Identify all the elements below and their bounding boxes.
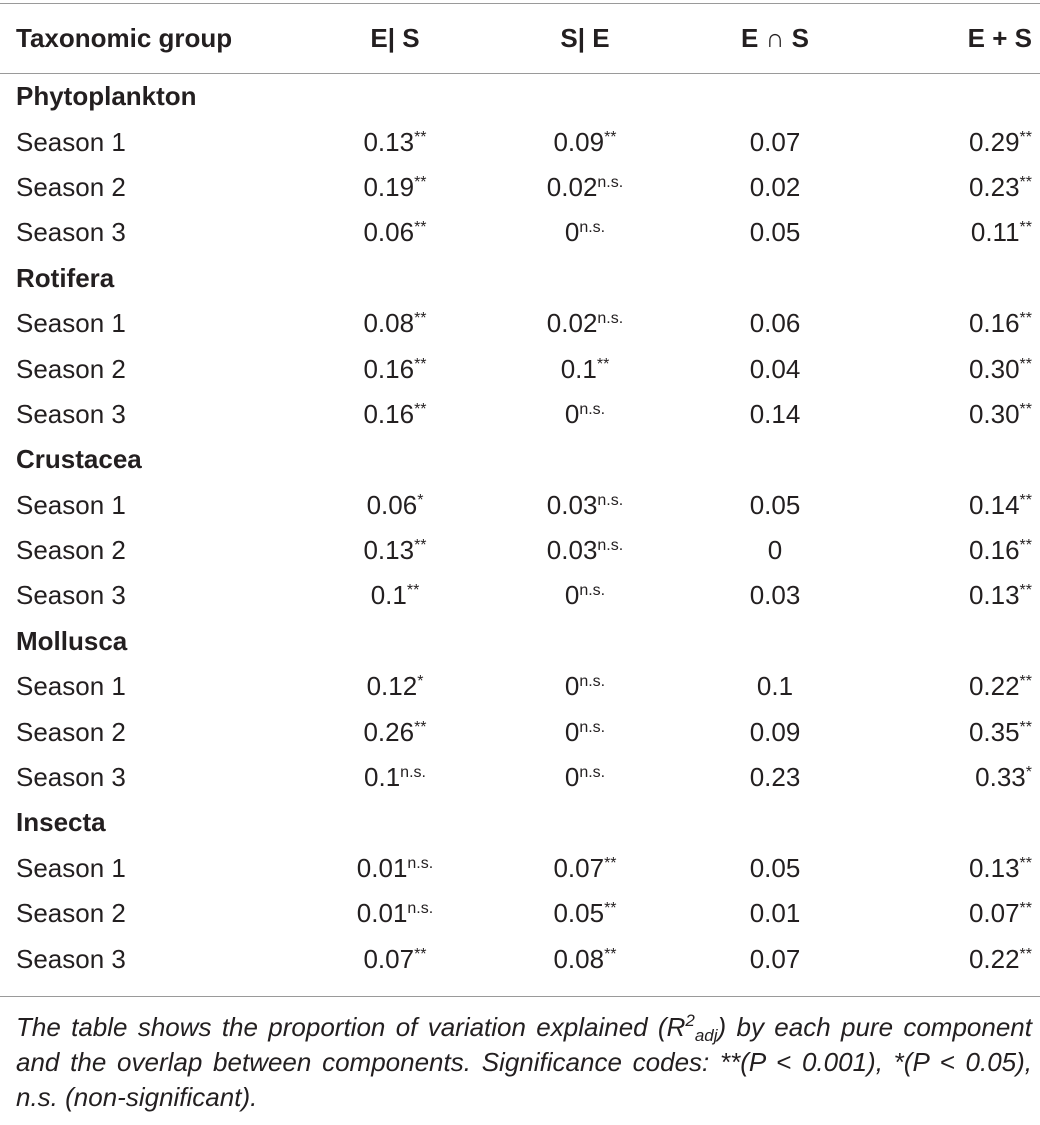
value-cell-c4: [870, 210, 1040, 255]
table-row: [0, 119, 1040, 164]
value: 0: [564, 716, 580, 747]
value: 0.16: [363, 398, 415, 429]
value-cell-c2: [490, 709, 680, 754]
value: 0.01: [356, 852, 408, 883]
value: 0.03: [546, 535, 598, 566]
value: 0.02: [546, 308, 598, 339]
value: 0.06: [366, 489, 418, 520]
value: 0.02: [749, 171, 801, 202]
value-cell-c2: [490, 755, 680, 800]
significance-code: **: [596, 355, 610, 373]
value-cell-c4: [870, 301, 1040, 346]
value: 0.26: [363, 716, 415, 747]
significance-code: **: [414, 310, 427, 328]
value-cell-c2: [490, 528, 680, 573]
table-row: [0, 528, 1040, 573]
significance-code: **: [414, 537, 427, 555]
header-e-intersect-s: E ∩ S: [741, 22, 809, 53]
value: 0: [767, 535, 783, 566]
table-row: [0, 709, 1040, 754]
value-cell-c4: [870, 709, 1040, 754]
value-cell-c2: [490, 483, 680, 528]
value-cell-c2: [490, 119, 680, 164]
value-cell-c1: [300, 755, 490, 800]
season-label: Season 3: [16, 943, 126, 974]
value-cell-c4: [870, 573, 1040, 618]
significance-code: **: [414, 945, 427, 963]
value-cell-c1: [300, 709, 490, 754]
season-label: Season 3: [16, 762, 126, 793]
value: 0.06: [749, 308, 801, 339]
group-name: Phytoplankton: [16, 81, 197, 112]
value-cell-c3: [680, 846, 870, 891]
value-cell-c2: [490, 664, 680, 709]
value: 0.23: [968, 171, 1020, 202]
bottom-rule: [0, 996, 1040, 997]
group-row: [0, 437, 1040, 482]
value-cell-c3: [680, 483, 870, 528]
value-cell-c1: [300, 165, 490, 210]
footnote-r-subscript: adj: [694, 1026, 718, 1045]
value: 0.1: [560, 353, 597, 384]
value: 0.1: [364, 762, 401, 793]
value: 0.09: [553, 126, 605, 157]
footnote-r-symbol: R: [666, 1012, 686, 1042]
value-cell-c1: [300, 936, 490, 981]
value: 0.07: [749, 126, 801, 157]
value-cell-c4: [870, 392, 1040, 437]
value: 0.13: [363, 535, 415, 566]
value: 0.07: [553, 852, 605, 883]
header-e-given-s: E| S: [370, 22, 420, 53]
value: 0.19: [363, 171, 415, 202]
value-cell-c2: [490, 392, 680, 437]
value: 0.01: [749, 898, 801, 929]
significance-code: **: [1019, 945, 1032, 963]
value-cell-c2: [490, 165, 680, 210]
value: 0.22: [968, 671, 1020, 702]
value-cell-c2: [490, 346, 680, 391]
header-taxonomic-group: Taxonomic group: [16, 22, 233, 53]
value: 0.14: [968, 489, 1020, 520]
value-cell-c4: [870, 755, 1040, 800]
significance-code: **: [414, 219, 427, 237]
value: 0.1: [756, 671, 794, 702]
significance-code: **: [1019, 582, 1032, 600]
table-footnote: [16, 1010, 1032, 1115]
significance-code: n.s.: [597, 491, 624, 509]
significance-code: n.s.: [597, 173, 624, 191]
value-cell-c3: [680, 210, 870, 255]
header-s-given-e: S| E: [560, 22, 610, 53]
footnote-text-1: The table shows the proportion of variation explained (: [16, 1012, 667, 1042]
table-body: [0, 62, 1040, 982]
significance-code: **: [604, 900, 617, 918]
value: 0.11: [970, 217, 1020, 248]
season-label: Season 2: [16, 716, 126, 747]
value: 0.05: [553, 898, 605, 929]
significance-code: **: [1019, 173, 1032, 191]
value: 0.22: [968, 943, 1020, 974]
footnote-r-superscript: 2: [685, 1011, 695, 1030]
value-cell-c1: [300, 210, 490, 255]
value-cell-c1: [300, 119, 490, 164]
group-name: Crustacea: [16, 444, 142, 475]
value-cell-c3: [680, 528, 870, 573]
significance-code: **: [1019, 400, 1032, 418]
table-row: [0, 301, 1040, 346]
value-cell-c2: [490, 936, 680, 981]
value: 0: [564, 217, 580, 248]
value-cell-c3: [680, 891, 870, 936]
significance-code: n.s.: [579, 219, 606, 237]
value: 0.01: [356, 898, 408, 929]
season-label: Season 1: [16, 489, 126, 520]
significance-code: n.s.: [597, 537, 624, 555]
value-cell-c4: [870, 528, 1040, 573]
season-label: Season 2: [16, 535, 126, 566]
value: 0: [564, 580, 580, 611]
value: 0.13: [363, 126, 415, 157]
header-e-plus-s: E + S: [967, 22, 1032, 53]
value-cell-c4: [870, 846, 1040, 891]
value: 0.05: [749, 852, 801, 883]
significance-code: **: [604, 854, 617, 872]
value-cell-c2: [490, 210, 680, 255]
significance-code: **: [1019, 491, 1032, 509]
season-label: Season 1: [16, 126, 126, 157]
value-cell-c3: [680, 573, 870, 618]
value: 0.29: [968, 126, 1020, 157]
value-cell-c1: [300, 573, 490, 618]
value-cell-c4: [870, 483, 1040, 528]
season-label: Season 1: [16, 671, 126, 702]
table-row: [0, 891, 1040, 936]
significance-code: n.s.: [407, 854, 434, 872]
value-cell-c3: [680, 936, 870, 981]
value-cell-c3: [680, 709, 870, 754]
spacer-row: [0, 62, 1040, 74]
significance-code: *: [1025, 764, 1032, 782]
table-row: [0, 346, 1040, 391]
significance-code: **: [414, 128, 427, 146]
value-cell-c2: [490, 846, 680, 891]
top-rule: [0, 3, 1040, 4]
group-name: Mollusca: [16, 625, 128, 656]
value-cell-c1: [300, 664, 490, 709]
value: 0.08: [553, 943, 605, 974]
table-row: [0, 573, 1040, 618]
table-row: [0, 392, 1040, 437]
significance-code: **: [1019, 673, 1032, 691]
significance-code: n.s.: [400, 764, 426, 782]
significance-code: **: [1019, 355, 1032, 373]
value: 0.30: [968, 353, 1020, 384]
value: 0.12: [366, 671, 418, 702]
significance-code: **: [414, 718, 427, 736]
value: 0.07: [968, 898, 1020, 929]
significance-code: **: [1019, 219, 1032, 237]
significance-code: *: [417, 491, 424, 509]
value-cell-c1: [300, 483, 490, 528]
table-row: [0, 210, 1040, 255]
season-label: Season 3: [16, 398, 126, 429]
season-label: Season 2: [16, 898, 126, 929]
value: 0.14: [749, 398, 801, 429]
significance-code: **: [604, 128, 617, 146]
group-row: [0, 800, 1040, 845]
value: 0.05: [749, 489, 801, 520]
group-row: [0, 256, 1040, 301]
value: 0.30: [968, 398, 1020, 429]
value: 0.05: [749, 217, 801, 248]
value: 0.13: [968, 580, 1020, 611]
group-name: Rotifera: [16, 262, 115, 293]
significance-code: n.s.: [579, 673, 606, 691]
significance-code: n.s.: [579, 582, 606, 600]
table-row: [0, 936, 1040, 981]
value: 0.09: [749, 716, 801, 747]
value-cell-c3: [680, 119, 870, 164]
table-row: [0, 755, 1040, 800]
value-cell-c1: [300, 846, 490, 891]
value: 0.03: [546, 489, 598, 520]
value-cell-c4: [870, 891, 1040, 936]
value: 0.07: [749, 943, 801, 974]
value-cell-c2: [490, 573, 680, 618]
season-label: Season 1: [16, 308, 126, 339]
table-row: [0, 483, 1040, 528]
group-row: [0, 619, 1040, 664]
value-cell-c4: [870, 165, 1040, 210]
value: 0.35: [968, 716, 1020, 747]
significance-code: n.s.: [579, 718, 606, 736]
season-label: Season 3: [16, 217, 126, 248]
group-row: [0, 74, 1040, 119]
value: 0.13: [968, 852, 1020, 883]
significance-code: **: [406, 582, 420, 600]
value: 0: [564, 671, 580, 702]
significance-code: **: [1019, 854, 1032, 872]
value-cell-c4: [870, 346, 1040, 391]
header-row: [0, 14, 1040, 62]
significance-code: n.s.: [407, 900, 434, 918]
significance-code: **: [414, 173, 427, 191]
spacer-cell: [0, 62, 1040, 74]
significance-code: n.s.: [579, 764, 606, 782]
table-row: [0, 165, 1040, 210]
value: 0: [564, 762, 580, 793]
significance-code: **: [1019, 537, 1032, 555]
value-cell-c4: [870, 119, 1040, 164]
significance-code: **: [1019, 310, 1032, 328]
value: 0.04: [749, 353, 801, 384]
footnote-text-2: ) by each pure component and the overlap between components. Significance codes: **(P < 0.001), *(P < 0.05), n.s. (non-significant).: [16, 1012, 1032, 1112]
value: 0.16: [363, 353, 415, 384]
value-cell-c4: [870, 664, 1040, 709]
value: 0.02: [546, 171, 598, 202]
significance-code: n.s.: [579, 400, 606, 418]
value-cell-c3: [680, 664, 870, 709]
season-label: Season 1: [16, 852, 126, 883]
value: 0.23: [749, 762, 801, 793]
season-label: Season 2: [16, 171, 126, 202]
significance-code: **: [1019, 900, 1032, 918]
value: 0.08: [363, 308, 415, 339]
value: 0.07: [363, 943, 415, 974]
table-row: [0, 664, 1040, 709]
value-cell-c1: [300, 346, 490, 391]
value: 0.16: [968, 308, 1020, 339]
value-cell-c1: [300, 891, 490, 936]
value: 0.1: [370, 580, 407, 611]
season-label: Season 3: [16, 580, 126, 611]
value: 0.16: [968, 535, 1020, 566]
significance-code: n.s.: [597, 310, 624, 328]
significance-code: **: [414, 355, 427, 373]
value: 0.06: [363, 217, 415, 248]
results-table: [0, 14, 1040, 982]
group-name: Insecta: [16, 807, 106, 838]
value: 0.03: [749, 580, 801, 611]
significance-code: **: [604, 945, 617, 963]
value-cell-c3: [680, 392, 870, 437]
season-label: Season 2: [16, 353, 126, 384]
value-cell-c3: [680, 346, 870, 391]
significance-code: **: [414, 400, 427, 418]
value-cell-c1: [300, 392, 490, 437]
value-cell-c2: [490, 301, 680, 346]
value-cell-c2: [490, 891, 680, 936]
value: 0: [564, 398, 580, 429]
significance-code: **: [1019, 128, 1032, 146]
significance-code: *: [417, 673, 424, 691]
table-row: [0, 846, 1040, 891]
value-cell-c1: [300, 301, 490, 346]
value-cell-c3: [680, 301, 870, 346]
value-cell-c3: [680, 755, 870, 800]
significance-code: **: [1019, 718, 1032, 736]
value-cell-c4: [870, 936, 1040, 981]
value-cell-c3: [680, 165, 870, 210]
value: 0.33: [975, 762, 1026, 793]
value-cell-c1: [300, 528, 490, 573]
